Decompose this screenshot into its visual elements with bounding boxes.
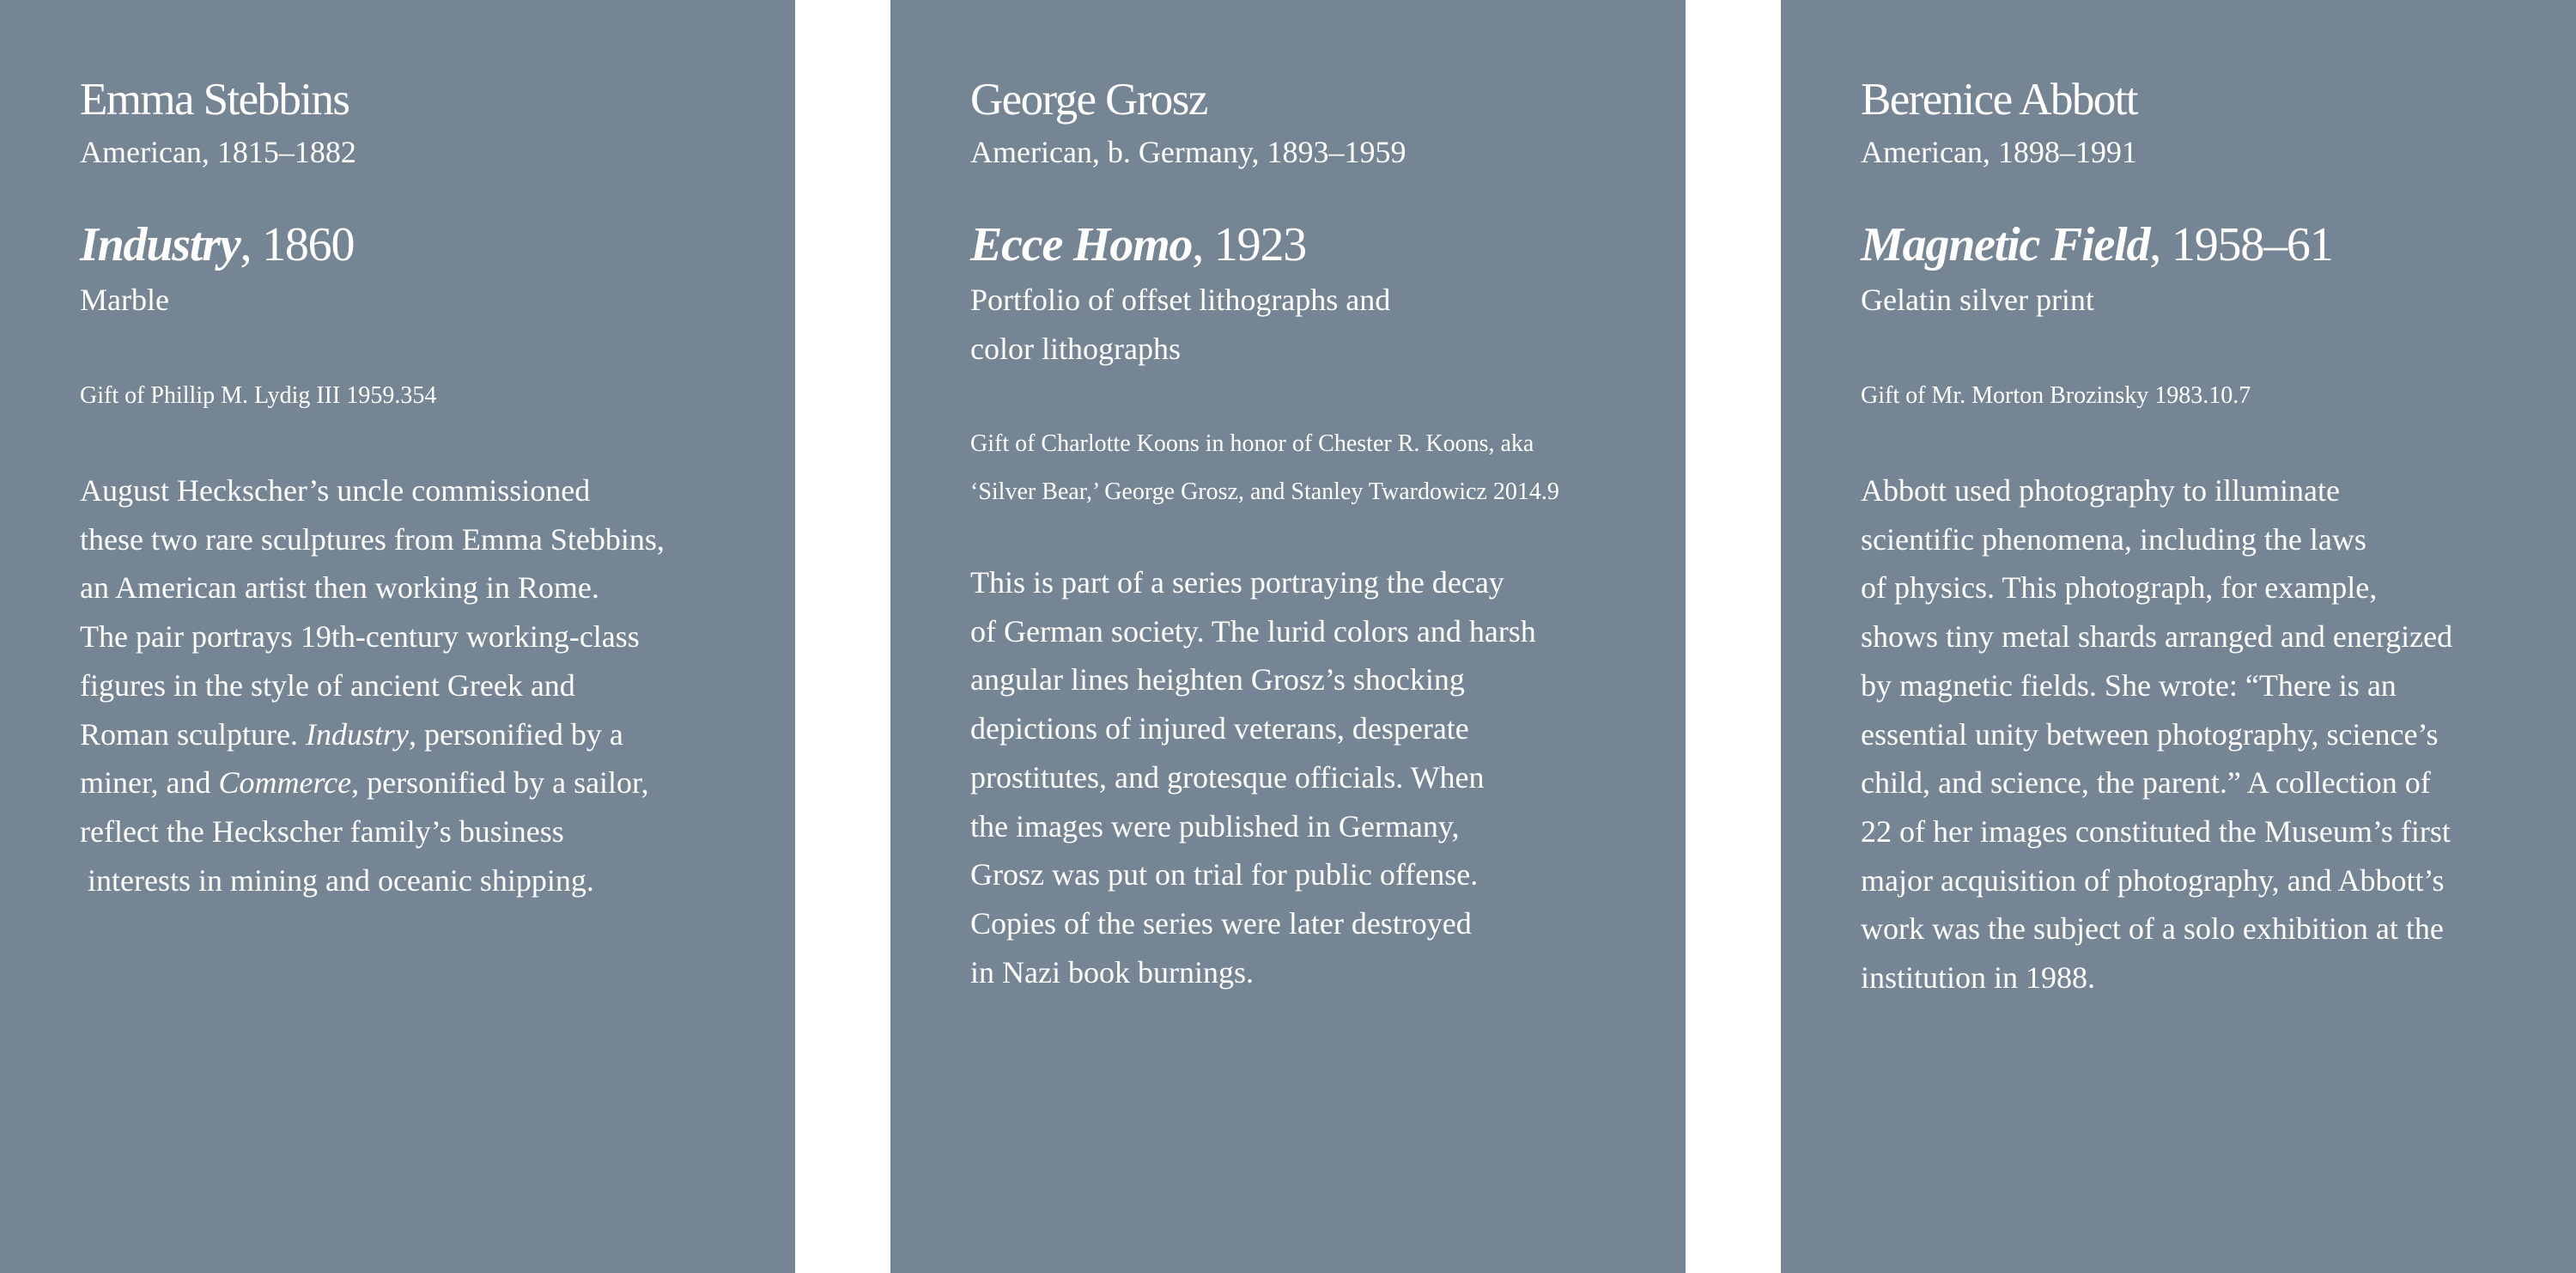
description-line: The pair portrays 19th-century working-class <box>80 619 640 655</box>
description-line: the images were published in Germany, <box>970 808 1460 844</box>
credit-line <box>970 420 1559 516</box>
description <box>80 466 665 904</box>
description-line: in Nazi book burnings. <box>970 954 1254 990</box>
artwork-medium <box>970 276 1390 374</box>
description-line: August Heckscher’s uncle commissioned <box>80 473 591 508</box>
description-line: This is part of a series portraying the decay <box>970 565 1504 600</box>
description-line: institution in 1988. <box>1861 960 2096 996</box>
credit-line <box>1861 372 2251 420</box>
italic-title-commerce: Commerce <box>218 765 352 801</box>
description <box>1861 466 2452 1002</box>
artist-nationality: American, 1815–1882 <box>80 135 356 169</box>
credit-line-text: Gift of Phillip M. Lydig III 1959.354 <box>80 382 437 409</box>
description-line: depictions of injured veterans, desperate <box>970 711 1469 746</box>
text-run: miner, and <box>80 765 219 801</box>
medium-line: color lithographs <box>970 332 1181 366</box>
description <box>970 558 1536 996</box>
artwork-date: , 1923 <box>1192 218 1307 271</box>
description-line: of German society. The lurid colors and harsh <box>970 613 1536 649</box>
artwork-date: , 1958–61 <box>2149 218 2333 271</box>
description-line: angular lines heighten Grosz’s shocking <box>970 662 1465 697</box>
description-line: figures in the style of ancient Greek and <box>80 667 575 703</box>
artist-name: Emma Stebbins <box>80 75 349 125</box>
description-line <box>80 710 665 759</box>
description-line: by magnetic fields. She wrote: “There is an <box>1861 667 2397 703</box>
description-line: these two rare sculptures from Emma Stebbins, <box>80 521 665 557</box>
description-line: Copies of the series were later destroyed <box>970 905 1472 941</box>
description-line: shows tiny metal shards arranged and energized <box>1861 619 2453 655</box>
description-line: reflect the Heckscher family’s business <box>80 813 564 849</box>
label-panel-stebbins <box>0 0 795 1273</box>
artwork-medium <box>80 276 169 325</box>
description-line: of physics. This photograph, for example, <box>1861 570 2378 606</box>
artist-nationality: American, b. Germany, 1893–1959 <box>970 135 1406 169</box>
description-line <box>80 758 665 807</box>
credit-line-text: Gift of Charlotte Koons in honor of Chester R. Koons, aka <box>970 430 1534 457</box>
text-run: , personified by a <box>408 716 623 752</box>
description-line: Abbott used photography to illuminate <box>1861 473 2340 508</box>
italic-title-industry: Industry <box>305 716 409 752</box>
artwork-title <box>1861 217 2333 272</box>
medium-line: Portfolio of offset lithographs and <box>970 283 1391 317</box>
text-run: Roman sculpture. <box>80 716 306 752</box>
artist-nationality: American, 1898–1991 <box>1861 135 2137 169</box>
artwork-title <box>970 217 1306 272</box>
description-line: child, and science, the parent.” A collection of <box>1861 765 2431 801</box>
description-line: an American artist then working in Rome. <box>80 570 599 606</box>
artwork-title <box>80 217 354 272</box>
credit-line-text: Gift of Mr. Morton Brozinsky 1983.10.7 <box>1861 382 2251 409</box>
credit-line <box>80 372 436 420</box>
medium-line: Gelatin silver print <box>1861 283 2094 317</box>
artwork-medium <box>1861 276 2094 325</box>
description-line: 22 of her images constituted the Museum’s first <box>1861 813 2451 849</box>
artist-name: Berenice Abbott <box>1861 75 2137 125</box>
credit-line-text: ‘Silver Bear,’ George Grosz, and Stanley Twardowicz 2014.9 <box>970 478 1559 505</box>
description-line: scientific phenomena, including the laws <box>1861 521 2366 557</box>
description-line: major acquisition of photography, and Abbott’s <box>1861 862 2445 898</box>
artwork-date: , 1860 <box>240 218 355 271</box>
artwork-title-text: Ecce Homo <box>970 218 1193 271</box>
label-panel-grosz <box>890 0 1686 1273</box>
description-line: Grosz was put on trial for public offense. <box>970 857 1479 892</box>
label-panel-abbott <box>1781 0 2576 1273</box>
description-line: prostitutes, and grotesque officials. When <box>970 759 1485 795</box>
description-line: work was the subject of a solo exhibition at the <box>1861 911 2444 947</box>
text-run: , personified by a sailor, <box>351 765 649 801</box>
description-line: essential unity between photography, science’s <box>1861 716 2439 752</box>
artwork-title-text: Industry <box>80 218 240 271</box>
description-line: interests in mining and oceanic shipping. <box>80 862 594 898</box>
artwork-title-text: Magnetic Field <box>1861 218 2150 271</box>
artist-name: George Grosz <box>970 75 1207 125</box>
medium-line: Marble <box>80 283 169 317</box>
